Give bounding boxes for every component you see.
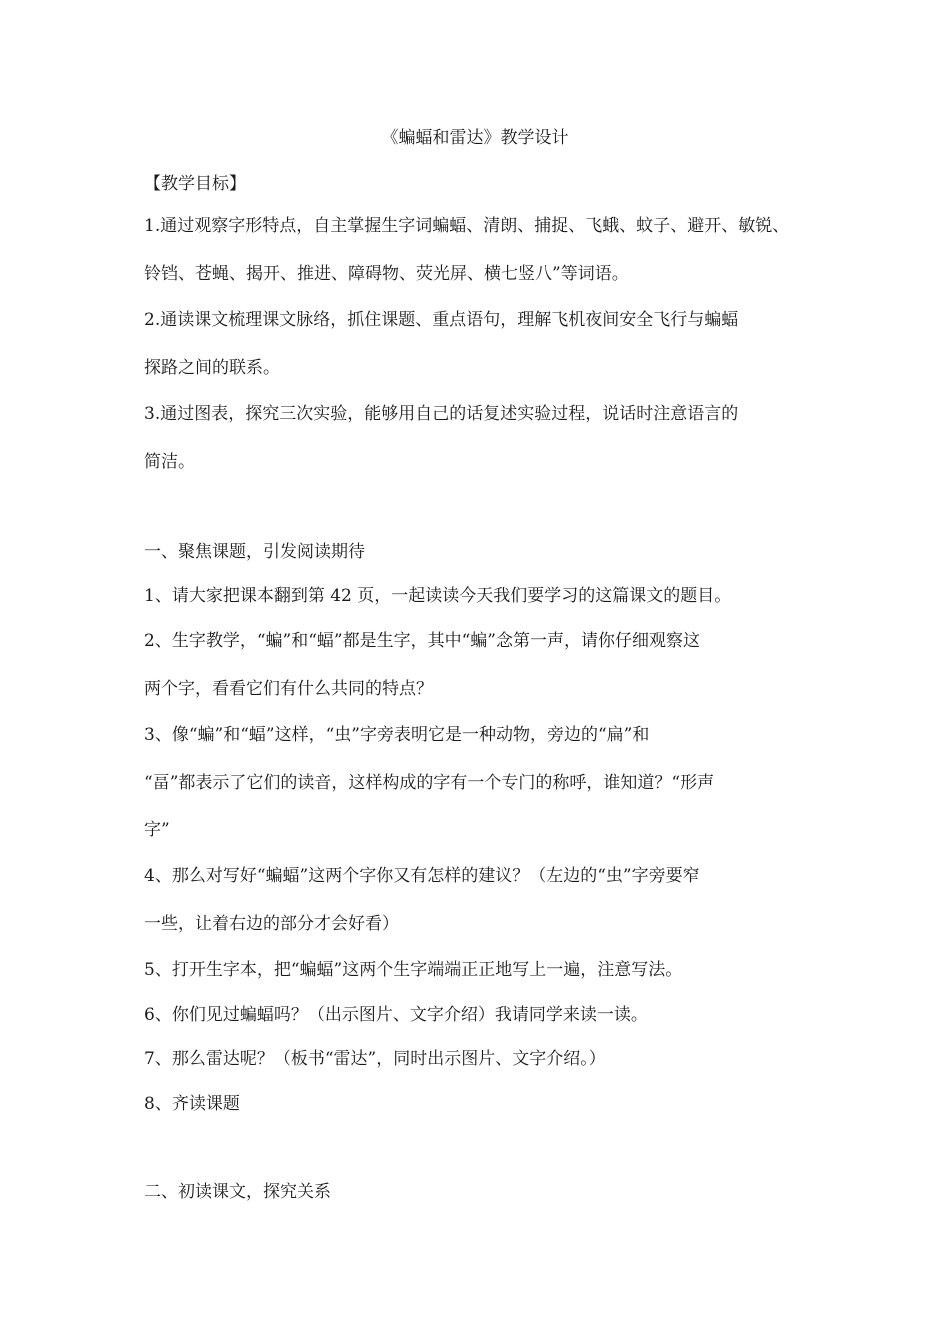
section1-line: “畐”都表示了它们的读音，这样构成的字有一个专门的称呼，谁知道？“形声 (144, 773, 715, 793)
section1-line: 两个字，看看它们有什么共同的特点？ (144, 679, 433, 699)
objective-line: 2.通读课文梳理课文脉络，抓住课题、重点语句，理解飞机夜间安全飞行与蝙蝠 (144, 310, 739, 330)
objectives-heading: 【教学目标】 (144, 174, 246, 194)
section1-line: 一些，让着右边的部分才会好看） (144, 914, 399, 934)
section-heading-2: 二、初读课文，探究关系 (144, 1182, 331, 1202)
section1-line: 4、那么对写好“蝙蝠”这两个字你又有怎样的建议？（左边的“虫”字旁要窄 (144, 866, 700, 886)
section1-line: 5、打开生字本，把“蝙蝠”这两个生字端端正正地写上一遍，注意写法。 (144, 960, 683, 980)
section1-line: 8、齐读课题 (144, 1094, 240, 1114)
section1-line: 字” (144, 820, 170, 840)
section1-line: 1、请大家把课本翻到第 42 页，一起读读今天我们要学习的这篇课文的题目。 (144, 586, 732, 606)
objective-line: 简洁。 (144, 452, 195, 472)
section1-line: 3、像“蝙”和“蝠”这样，“虫”字旁表明它是一种动物，旁边的“扁”和 (144, 725, 650, 745)
section1-line: 2、生字教学，“蝙”和“蝠”都是生字，其中“蝙”念第一声，请你仔细观察这 (144, 631, 700, 651)
section1-line: 7、那么雷达呢？（板书“雷达”，同时出示图片、文字介绍。） (144, 1049, 606, 1069)
objective-line: 探路之间的联系。 (144, 358, 280, 378)
section-heading-1: 一、聚焦课题，引发阅读期待 (144, 542, 365, 562)
document-title: 《蝙蝠和雷达》教学设计 (381, 128, 569, 148)
objective-line: 铃铛、苍蝇、揭开、推进、障碍物、荧光屏、横七竖八”等词语。 (144, 264, 629, 284)
objective-line: 1.通过观察字形特点，自主掌握生字词蝙蝠、清朗、捕捉、飞蛾、蚊子、避开、敏锐、 (144, 216, 790, 236)
section1-line: 6、你们见过蝙蝠吗？（出示图片、文字介绍）我请同学来读一读。 (144, 1005, 648, 1025)
objective-line: 3.通过图表，探究三次实验，能够用自己的话复述实验过程，说话时注意语言的 (144, 404, 739, 424)
